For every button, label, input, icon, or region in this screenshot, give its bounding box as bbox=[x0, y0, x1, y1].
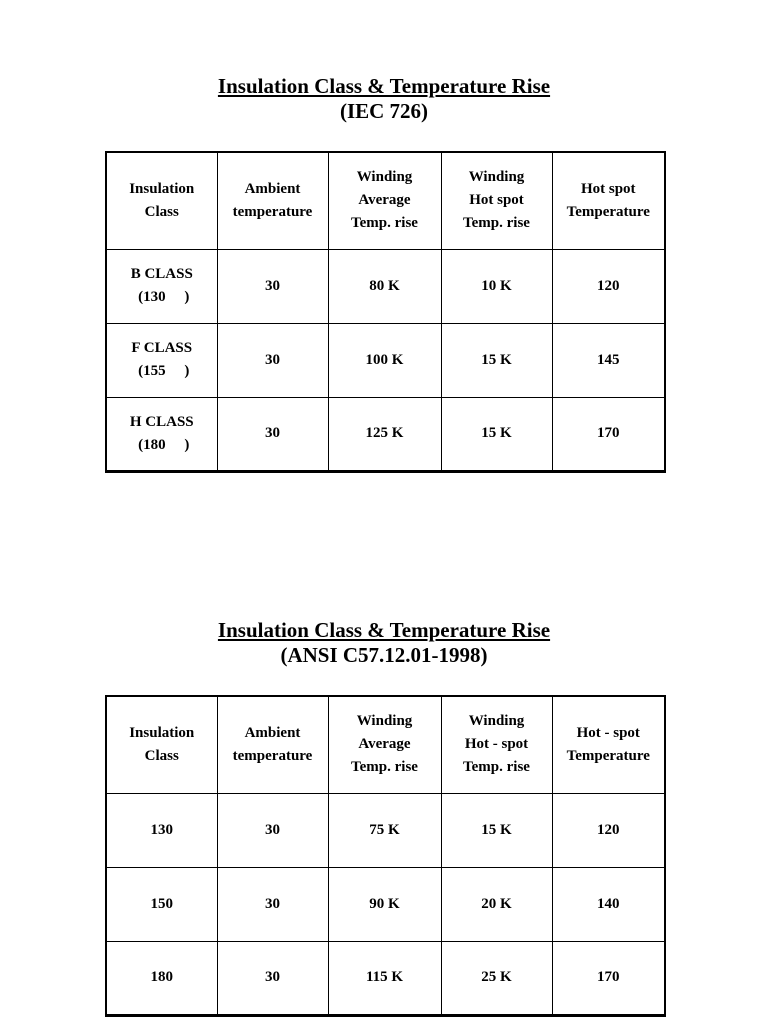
header-line: Winding bbox=[468, 169, 525, 186]
hotspot-rise-cell: 20 K bbox=[441, 867, 552, 941]
iec-title-block bbox=[0, 74, 768, 124]
ansi-subtitle: (ANSI C57.12.01-1998) bbox=[280, 643, 488, 667]
hotspot-rise-cell: 25 K bbox=[441, 941, 552, 1015]
ansi-header-insulation-class bbox=[106, 696, 217, 793]
header-line: Hot spot bbox=[469, 192, 524, 209]
hotspot-temp-cell: 145 bbox=[552, 323, 665, 397]
ansi-title: Insulation Class & Temperature Rise bbox=[217, 618, 551, 642]
ambient-cell: 30 bbox=[217, 867, 328, 941]
table-row bbox=[106, 249, 665, 323]
iec-subtitle: (IEC 726) bbox=[339, 99, 429, 123]
ambient-cell: 30 bbox=[217, 793, 328, 867]
header-line: Winding bbox=[356, 169, 413, 186]
ansi-header-hotspot-rise bbox=[441, 696, 552, 793]
avg-rise-cell: 75 K bbox=[328, 793, 441, 867]
hotspot-temp-cell: 170 bbox=[552, 941, 665, 1015]
header-line: Temp. rise bbox=[351, 759, 418, 776]
ansi-table bbox=[105, 695, 666, 1017]
header-line: temperature bbox=[232, 203, 313, 220]
header-line: Average bbox=[358, 192, 411, 209]
header-line: Class bbox=[144, 747, 179, 764]
header-line: Average bbox=[358, 736, 411, 753]
iec-header-hotspot-temp bbox=[552, 152, 665, 249]
iec-header-ambient bbox=[217, 152, 328, 249]
hotspot-rise-cell: 15 K bbox=[441, 793, 552, 867]
ansi-header-row bbox=[106, 696, 665, 793]
header-line: Winding bbox=[356, 713, 413, 730]
iec-header-avg-rise bbox=[328, 152, 441, 249]
header-line: Class bbox=[144, 203, 179, 220]
class-name: F CLASS bbox=[131, 340, 193, 356]
class-cell bbox=[106, 397, 217, 471]
ansi-header-avg-rise bbox=[328, 696, 441, 793]
table-row bbox=[106, 793, 665, 867]
table-row bbox=[106, 397, 665, 471]
class-name: B CLASS bbox=[130, 266, 193, 282]
hotspot-rise-cell: 15 K bbox=[441, 323, 552, 397]
header-line: Hot - spot bbox=[464, 736, 529, 753]
avg-rise-cell: 80 K bbox=[328, 249, 441, 323]
ansi-header-ambient bbox=[217, 696, 328, 793]
class-cell bbox=[106, 249, 217, 323]
header-line: Temp. rise bbox=[351, 215, 418, 232]
ambient-cell: 30 bbox=[217, 941, 328, 1015]
iec-header-insulation-class bbox=[106, 152, 217, 249]
hotspot-temp-cell: 170 bbox=[552, 397, 665, 471]
header-line: Insulation bbox=[129, 724, 195, 741]
ansi-title-block bbox=[0, 618, 768, 668]
header-line: Temperature bbox=[566, 203, 650, 220]
ansi-header-hotspot-temp bbox=[552, 696, 665, 793]
table-row bbox=[106, 941, 665, 1015]
ambient-cell: 30 bbox=[217, 397, 328, 471]
iec-header-row bbox=[106, 152, 665, 249]
header-line: Winding bbox=[468, 713, 525, 730]
avg-rise-cell: 90 K bbox=[328, 867, 441, 941]
hotspot-rise-cell: 10 K bbox=[441, 249, 552, 323]
header-line: Insulation bbox=[129, 180, 195, 197]
ambient-cell: 30 bbox=[217, 249, 328, 323]
class-cell: 180 bbox=[106, 941, 217, 1015]
class-name: H CLASS bbox=[129, 413, 194, 430]
header-line: Hot spot bbox=[580, 180, 636, 197]
header-line: Temp. rise bbox=[463, 215, 530, 232]
class-temp: (180 ) bbox=[138, 436, 190, 453]
header-line: temperature bbox=[232, 747, 313, 764]
avg-rise-cell: 125 K bbox=[328, 397, 441, 471]
table-row bbox=[106, 867, 665, 941]
hotspot-temp-cell: 120 bbox=[552, 249, 665, 323]
class-cell bbox=[106, 323, 217, 397]
class-temp: (130 ) bbox=[138, 289, 190, 305]
class-cell: 130 bbox=[106, 793, 217, 867]
header-line: Temp. rise bbox=[463, 759, 530, 776]
header-line: Hot - spot bbox=[576, 724, 640, 741]
class-temp: (155 ) bbox=[138, 363, 190, 379]
header-line: Ambient bbox=[244, 180, 301, 197]
hotspot-rise-cell: 15 K bbox=[441, 397, 552, 471]
avg-rise-cell: 100 K bbox=[328, 323, 441, 397]
header-line: Temperature bbox=[566, 747, 650, 764]
header-line: Ambient bbox=[244, 724, 301, 741]
hotspot-temp-cell: 120 bbox=[552, 793, 665, 867]
class-cell: 150 bbox=[106, 867, 217, 941]
avg-rise-cell: 115 K bbox=[328, 941, 441, 1015]
hotspot-temp-cell: 140 bbox=[552, 867, 665, 941]
iec-table bbox=[105, 151, 666, 473]
table-row bbox=[106, 323, 665, 397]
iec-title: Insulation Class & Temperature Rise bbox=[217, 74, 551, 98]
iec-header-hotspot-rise bbox=[441, 152, 552, 249]
ambient-cell: 30 bbox=[217, 323, 328, 397]
